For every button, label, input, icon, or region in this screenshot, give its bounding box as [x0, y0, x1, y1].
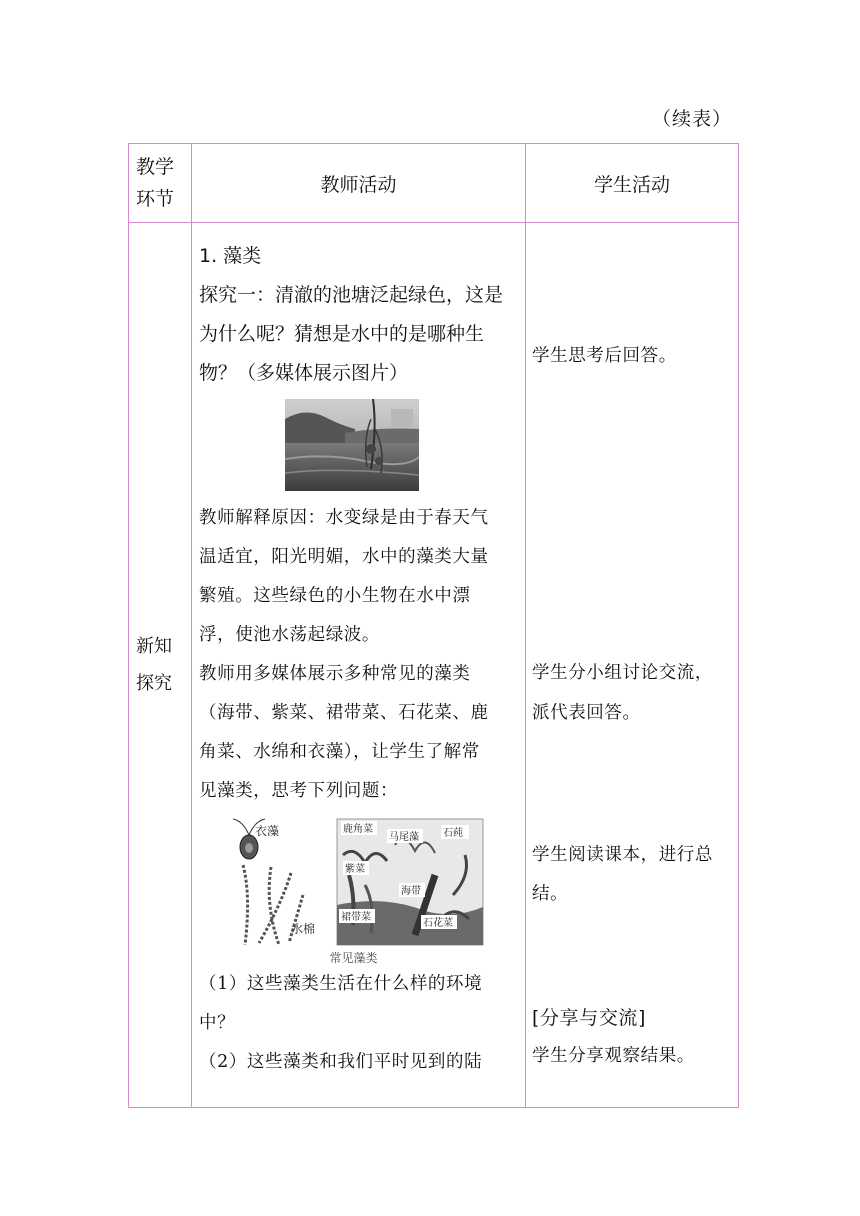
stage-cell — [129, 223, 192, 1108]
label-ulva: 石莼 — [443, 828, 463, 839]
pond-photo — [285, 399, 419, 491]
student-activity: 学生阅读课本，进行总 — [532, 845, 713, 865]
student-activity: 学生思考后回答。 — [532, 346, 677, 366]
explain-line: 温适宜，阳光明媚，水中的藻类大量 — [199, 547, 489, 567]
show-line: 角菜、水绵和衣藻），让学生了解常 — [199, 742, 480, 762]
student-activity: 结。 — [532, 884, 569, 904]
teacher-cell — [192, 223, 526, 1108]
explain-line: 教师解释原因：水变绿是由于春天气 — [199, 508, 489, 528]
header-student: 学生活动 — [526, 144, 739, 223]
show-line: （海带、紫菜、裙带菜、石花菜、鹿 — [199, 703, 489, 723]
label-spirogyra: 水棉 — [291, 922, 316, 936]
label-gelidium: 石花菜 — [423, 918, 453, 929]
inquiry-line: 探究一：清澈的池塘泛起绿色，这是 — [199, 284, 504, 306]
show-line: 教师用多媒体展示多种常见的藻类 — [199, 664, 471, 684]
label-kelp: 海带 — [401, 886, 421, 897]
header-teacher: 教师活动 — [192, 144, 526, 223]
table-row — [129, 223, 739, 1108]
algae-figure — [225, 815, 495, 951]
question-line: （2）这些藻类和我们平时见到的陆 — [199, 1052, 483, 1072]
header-stage-line: 教学 — [136, 156, 175, 178]
explain-line: 浮，使池水荡起绿波。 — [199, 625, 380, 645]
label-porphyra: 紫菜 — [345, 864, 365, 875]
student-activity: 学生分享观察结果。 — [532, 1046, 695, 1066]
share-heading: [分享与交流] — [532, 1007, 647, 1029]
explain-line: 繁殖。这些绿色的小生物在水中漂 — [199, 586, 471, 606]
stage-label: 新知 — [136, 636, 172, 657]
inquiry-line: 物？（多媒体展示图片） — [199, 362, 409, 384]
label-chlamydomonas: 衣藻 — [255, 824, 280, 838]
inquiry-line: 为什么呢？猜想是水中的是哪种生 — [199, 323, 485, 345]
label-undaria: 裙带菜 — [341, 912, 371, 923]
table-header-row — [129, 144, 739, 223]
question-line: 中？ — [199, 1013, 236, 1033]
section-heading: 1. 藻类 — [199, 245, 262, 267]
label-pelvetia: 鹿角菜 — [343, 824, 373, 835]
student-activity: 学生分小组讨论交流， — [532, 663, 713, 683]
lesson-table — [128, 143, 739, 1108]
student-cell — [526, 223, 739, 1108]
figure-caption: 常见藻类 — [329, 951, 378, 965]
header-stage — [129, 144, 192, 223]
label-sargassum: 马尾藻 — [389, 832, 419, 843]
student-activity: 派代表回答。 — [532, 703, 641, 723]
question-line: （1）这些藻类生活在什么样的环境 — [199, 974, 483, 994]
stage-label: 探究 — [136, 673, 172, 694]
continued-label: （续表） — [652, 108, 733, 130]
header-stage-line: 环节 — [136, 188, 175, 210]
show-line: 见藻类，思考下列问题： — [199, 781, 399, 801]
